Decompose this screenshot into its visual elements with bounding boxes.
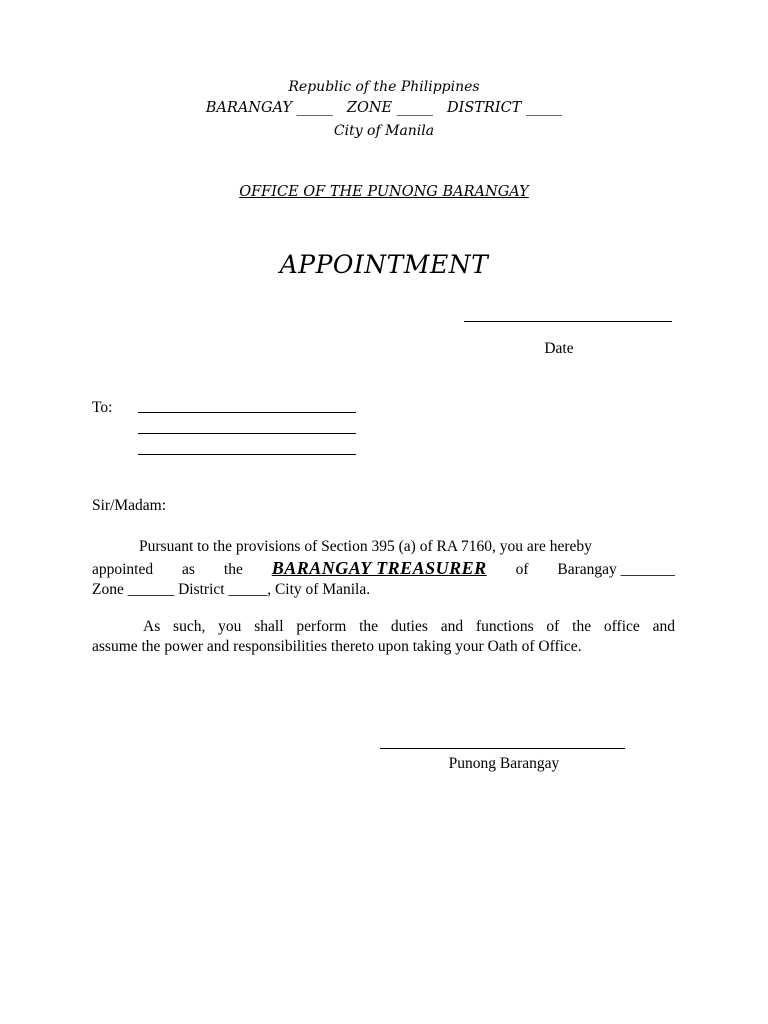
barangay-zone-district-heading [0, 100, 768, 116]
date-blank-line [464, 321, 672, 322]
paragraph-line [92, 558, 675, 580]
recipient-blank-line [138, 412, 356, 413]
zone-field-label: ZONE _____ [346, 100, 433, 116]
salutation: Sir/Madam: [92, 497, 167, 514]
paragraph-word: of [515, 561, 529, 578]
office-heading: OFFICE OF THE PUNONG BARANGAY [239, 184, 529, 200]
paragraph-word: as [182, 561, 195, 578]
paragraph-word: appointed [92, 561, 154, 578]
paragraph-line: Zone ______ District _____, City of Manila. [92, 581, 371, 598]
barangay-field-label: BARANGAY _____ [205, 100, 333, 116]
republic-heading: Republic of the Philippines [288, 79, 480, 95]
duties-paragraph [92, 617, 675, 657]
position-title: BARANGAY TREASURER [271, 558, 487, 578]
recipient-blank-line [138, 433, 356, 434]
city-heading: City of Manila [333, 123, 435, 139]
to-label: To: [92, 399, 113, 416]
paragraph-line: Pursuant to the provisions of Section 395 (a) of RA 7160, you are hereby [139, 538, 592, 555]
date-label: Date [544, 340, 574, 357]
district-field-label: DISTRICT _____ [446, 100, 563, 116]
recipient-blank-line [138, 454, 356, 455]
paragraph-line: assume the power and responsibilities thereto upon taking your Oath of Office. [92, 638, 582, 655]
paragraph-word: the [223, 561, 243, 578]
signature-label: Punong Barangay [448, 755, 560, 772]
appointment-paragraph [92, 537, 675, 600]
signature-line [380, 748, 625, 749]
document-title: APPOINTMENT [279, 250, 489, 279]
barangay-blank: Barangay _______ [557, 561, 675, 578]
paragraph-line: As such, you shall perform the duties and functions of the office and [143, 618, 675, 635]
